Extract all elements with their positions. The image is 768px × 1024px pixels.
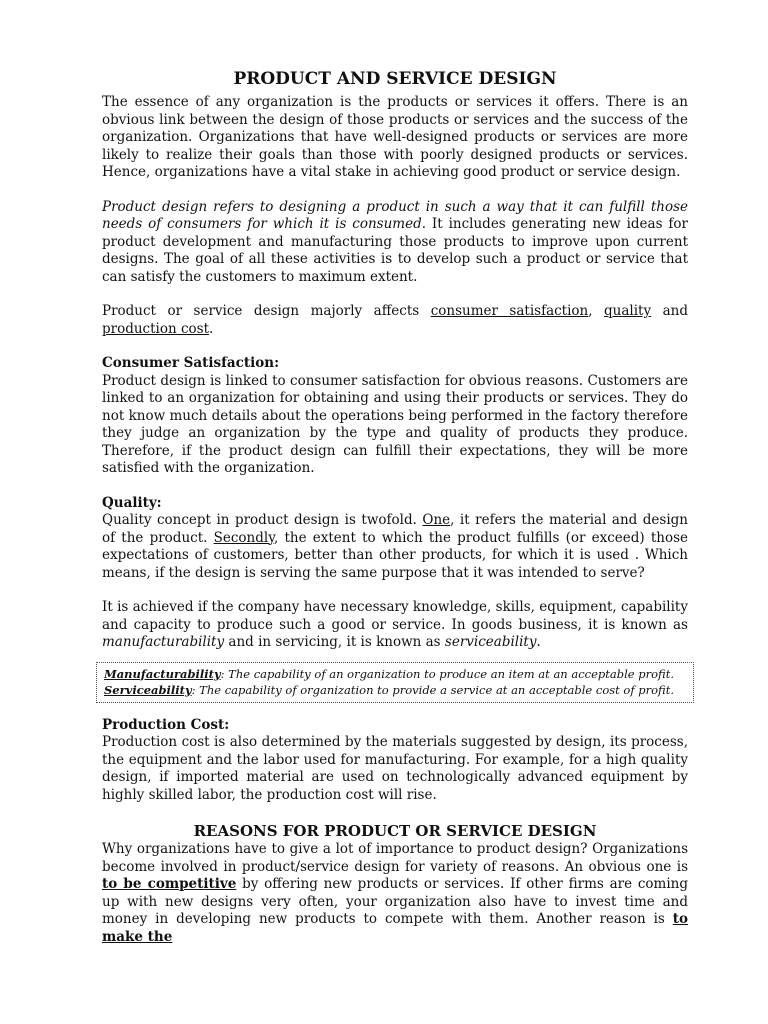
production-cost-term: production cost (102, 320, 210, 337)
capability-end: . (536, 634, 541, 650)
quality-text: , the extent to which the product fulfills (or exceed) those expectations of customers, better than other products, for which it is used . Which means, if the design is serving the same purpose that it was intended to serve? (102, 529, 688, 581)
definitions-box (96, 662, 694, 703)
affects-sep: and (651, 303, 688, 319)
affects-end: . (209, 320, 214, 337)
definition-term: Serviceability (104, 682, 192, 697)
serviceability-term: serviceability (444, 634, 537, 650)
definition-serviceability (104, 682, 686, 698)
definition-paragraph-rest: It includes generating new ideas for product development and manufacturing those products to improve upon current designs. The goal of all these activities is to develop such a product or service that can satisfy the customers to maximum extent. (102, 216, 688, 285)
quality-term: quality (604, 303, 652, 319)
quality-paragraph (102, 512, 688, 582)
quality-heading: Quality: (102, 494, 162, 511)
affects-paragraph (102, 303, 688, 338)
definition-term: Manufacturability (104, 666, 221, 681)
reasons-text: by offering new products or services. If other firms are coming up with new designs very often, your organization also have to invest time and money in developing new products to compete with them. Another reason is (102, 876, 688, 927)
consumer-satisfaction-heading: Consumer Satisfaction: (102, 355, 280, 371)
production-cost-paragraph: Production cost is also determined by the materials suggested by design, its process, the equipment and the labor used for manufacturing. For example, for a high quality design, if imported material are used on technologically advanced equipment by highly skilled labor, the production cost will rise. (102, 734, 688, 803)
affects-sep: , (588, 303, 605, 319)
secondly-term: Secondly (213, 529, 275, 546)
reasons-paragraph (102, 841, 688, 946)
product-design-definition: Product design refers to designing a product in such a way that it can fulfill those needs of consumers for which it is consumed. (102, 198, 688, 232)
quality-text: Quality concept in product design is twofold. (102, 512, 423, 528)
consumer-satisfaction-paragraph: Product design is linked to consumer satisfaction for obvious reasons. Customers are linked to an organization for obtaining and using their products or services. They do not know much details about the operations being performed in the factory therefore they judge an organization by the type and quality of products they produce. Therefore, if the product design can fulfill their expectations, they will be more satisfied with the organization. (102, 372, 688, 476)
consumer-satisfaction-term: consumer satisfaction (430, 303, 589, 319)
to-make-the-term: to make the (102, 911, 688, 945)
document-page (102, 66, 688, 946)
affects-text: Product or service design majorly affects (102, 303, 431, 319)
reasons-text: Why organizations have to give a lot of importance to product design? Organizations become involved in product/service design for variety of reasons. An obvious one is (102, 841, 688, 875)
page-title: PRODUCT AND SERVICE DESIGN (233, 69, 557, 89)
manufacturability-term: manufacturability (102, 634, 225, 650)
definition-text: : The capability of an organization to produce an item at an acceptable profit. (220, 666, 674, 681)
capability-text: It is achieved if the company have necessary knowledge, skills, equipment, capability and capacity to produce such a good or service. In goods business, it is known as (102, 599, 688, 633)
definition-text: : The capability of organization to provide a service at an acceptable cost of profit. (191, 682, 674, 697)
production-cost-heading: Production Cost: (102, 716, 230, 733)
definition-manufacturability (104, 666, 686, 682)
to-be-competitive-term: to be competitive (102, 876, 237, 892)
quality-text: , it refers the material and design of the product. (102, 512, 688, 546)
capability-paragraph (102, 599, 688, 652)
capability-text: and in servicing, it is known as (224, 634, 445, 650)
one-term: One (422, 512, 451, 528)
reasons-heading: REASONS FOR PRODUCT OR SERVICE DESIGN (193, 822, 597, 840)
intro-paragraph: The essence of any organization is the products or services it offers. There is an obvious link between the design of those products or services and the success of the organization. Organizations that have well-designed products or services are more likely to realize their goals than those with poorly designed products or services. Hence, organizations have a vital stake in achieving good product or service design. (102, 94, 688, 180)
definition-paragraph (102, 199, 688, 287)
